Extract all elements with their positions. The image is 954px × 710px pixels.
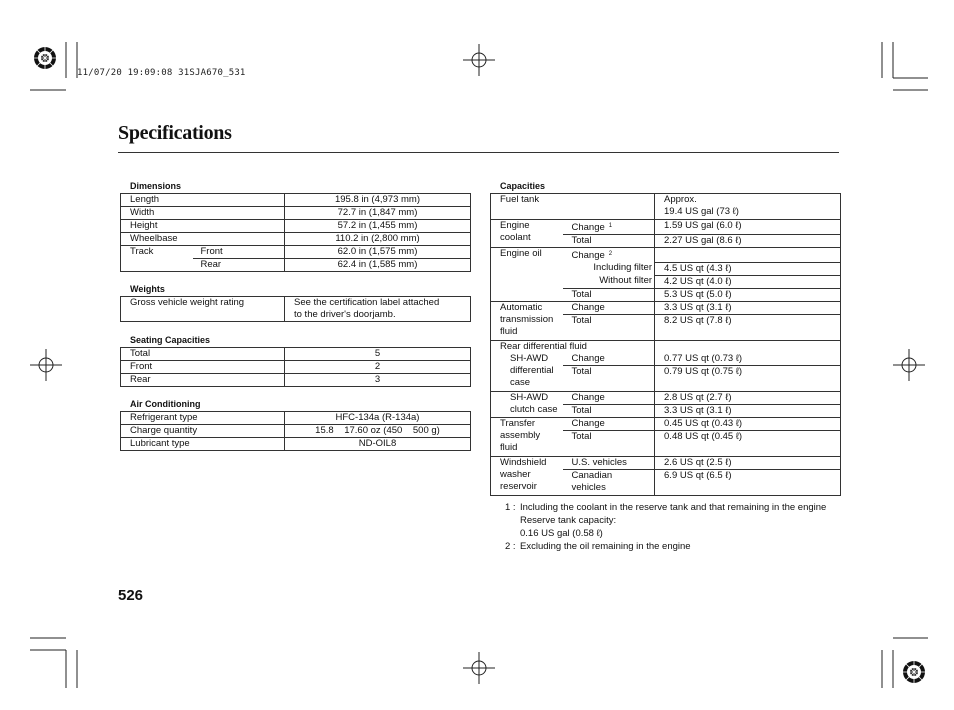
table-row xyxy=(491,353,841,366)
page-number: 526 xyxy=(118,587,144,604)
seating-front-value: 2 xyxy=(285,361,471,374)
fuel-tank-value-line: Approx. xyxy=(664,194,697,205)
capacities-title: Capacities xyxy=(500,181,546,191)
washer-label-line: reservoir xyxy=(500,480,537,492)
clutch-total-value: 3.3 US qt (3.1 ℓ) xyxy=(655,404,841,417)
washer-label-line: Windshield xyxy=(500,456,547,468)
length-value: 195.8 in (4,973 mm) xyxy=(285,194,471,207)
seating-front-label: Front xyxy=(121,361,285,374)
oil-total-value: 5.3 US qt (5.0 ℓ) xyxy=(655,288,841,301)
seating-total-value: 5 xyxy=(285,348,471,361)
washer-ca-label-line: vehicles xyxy=(571,481,606,493)
refrigerant-label: Refrigerant type xyxy=(121,412,285,425)
shawd-clutch-label-line: SH-AWD xyxy=(510,391,549,403)
atf-label-line: Automatic xyxy=(500,301,543,313)
clutch-total-label: Total xyxy=(563,404,655,417)
charge-label: Charge quantity xyxy=(121,425,285,438)
shawd-diff-label-line: differential xyxy=(510,364,554,376)
table-row xyxy=(121,361,471,374)
shawd-clutch-label xyxy=(491,391,563,417)
washer-label-line: washer xyxy=(500,468,531,480)
engine-coolant-label-line: Engine xyxy=(500,220,530,231)
gvwr-value-line: to the driver's doorjamb. xyxy=(294,309,396,320)
height-value: 57.2 in (1,455 mm) xyxy=(285,220,471,233)
washer-ca-label-line: Canadian xyxy=(571,469,613,481)
charge-value: 15.8 17.60 oz (450 500 g) xyxy=(285,425,471,438)
gvwr-label: Gross vehicle weight rating xyxy=(121,297,285,322)
transfer-label-line: assembly xyxy=(500,429,541,441)
footnotes xyxy=(505,501,839,553)
coolant-change-text: Change xyxy=(571,222,605,233)
track-label: Track xyxy=(121,246,193,272)
transfer-label-line: fluid xyxy=(500,441,518,453)
length-label: Length xyxy=(121,194,285,207)
washer-us-value: 2.6 US qt (2.5 ℓ) xyxy=(655,456,841,469)
wheelbase-label: Wheelbase xyxy=(121,233,285,246)
shawd-diff-label-line: SH-AWD xyxy=(510,352,549,364)
diff-total-value: 0.79 US qt (0.75 ℓ) xyxy=(655,365,841,391)
table-row xyxy=(121,233,471,246)
table-row xyxy=(121,194,471,207)
engine-oil-label: Engine oil xyxy=(491,248,563,302)
footnote-number: 1 : xyxy=(505,502,516,513)
transfer-total-value: 0.48 US qt (0.45 ℓ) xyxy=(655,430,841,456)
diff-total-label: Total xyxy=(563,365,655,391)
rear-diff-label: Rear differential fluid xyxy=(491,340,655,353)
oil-excl-filter-value: 4.2 US qt (4.0 ℓ) xyxy=(655,275,841,288)
table-row xyxy=(121,220,471,233)
title-rule xyxy=(118,152,839,153)
track-front-value: 62.0 in (1,575 mm) xyxy=(285,246,471,259)
footnote-2 xyxy=(505,540,839,553)
table-row xyxy=(121,207,471,220)
engine-coolant-label-line: coolant xyxy=(500,232,531,243)
engine-coolant-label xyxy=(491,220,563,248)
table-row xyxy=(491,248,841,263)
footnote-line: Including the coolant in the reserve tank and that remaining in the engine xyxy=(520,502,827,513)
table-row xyxy=(121,425,471,438)
table-row xyxy=(491,301,841,314)
atf-total-label: Total xyxy=(563,314,655,340)
track-rear-label: Rear xyxy=(193,259,285,272)
seating-table xyxy=(120,347,471,387)
diff-change-value: 0.77 US qt (0.73 ℓ) xyxy=(655,353,841,366)
footnote-ref: 2 xyxy=(608,251,613,257)
transfer-label-line: Transfer xyxy=(500,417,536,429)
table-row xyxy=(121,297,471,322)
page-title: Specifications xyxy=(118,122,232,144)
seating-total-label: Total xyxy=(121,348,285,361)
print-timestamp: 11/07/20 19:09:08 31SJA670_531 xyxy=(77,68,246,78)
table-row xyxy=(121,374,471,387)
fuel-tank-value-line: 19.4 US gal (73 ℓ) xyxy=(664,206,739,217)
ac-table xyxy=(120,411,471,451)
refrigerant-value: HFC-134a (R-134a) xyxy=(285,412,471,425)
width-label: Width xyxy=(121,207,285,220)
weights-title: Weights xyxy=(130,284,165,294)
oil-change-label xyxy=(563,248,655,263)
footnote-1 xyxy=(505,501,839,540)
oil-total-label: Total xyxy=(563,288,655,301)
width-value: 72.7 in (1,847 mm) xyxy=(285,207,471,220)
atf-label xyxy=(491,301,563,340)
table-row xyxy=(121,412,471,425)
table-row xyxy=(121,246,471,259)
clutch-change-value: 2.8 US qt (2.7 ℓ) xyxy=(655,391,841,404)
table-row xyxy=(491,340,841,353)
table-row xyxy=(121,348,471,361)
washer-label xyxy=(491,456,563,495)
capacities-table xyxy=(490,193,841,496)
coolant-change-value: 1.59 US gal (6.0 ℓ) xyxy=(655,220,841,235)
clutch-change-label: Change xyxy=(563,391,655,404)
seating-rear-value: 3 xyxy=(285,374,471,387)
footnote-text: Excluding the oil remaining in the engine xyxy=(520,541,691,552)
oil-incl-filter-value: 4.5 US qt (4.3 ℓ) xyxy=(655,262,841,275)
table-row xyxy=(491,194,841,220)
footnote-text xyxy=(520,501,839,540)
washer-ca-label xyxy=(563,469,655,495)
lubricant-label: Lubricant type xyxy=(121,438,285,451)
oil-change-blank xyxy=(655,248,841,263)
footnote-line: Reserve tank capacity: xyxy=(520,515,617,526)
coolant-change-label xyxy=(563,220,655,235)
seating-rear-label: Rear xyxy=(121,374,285,387)
oil-change-text: Change xyxy=(571,250,605,261)
lubricant-value: ND-OIL8 xyxy=(285,438,471,451)
washer-us-label: U.S. vehicles xyxy=(563,456,655,469)
coolant-total-label: Total xyxy=(563,235,655,248)
track-front-label: Front xyxy=(193,246,285,259)
table-row xyxy=(491,456,841,469)
atf-total-value: 8.2 US qt (7.8 ℓ) xyxy=(655,314,841,340)
table-row xyxy=(121,438,471,451)
atf-label-line: fluid xyxy=(500,325,518,337)
washer-ca-value: 6.9 US qt (6.5 ℓ) xyxy=(655,469,841,495)
table-row xyxy=(491,220,841,235)
transfer-change-value: 0.45 US qt (0.43 ℓ) xyxy=(655,417,841,430)
oil-incl-filter-label: Including filter xyxy=(563,262,655,275)
shawd-diff-label xyxy=(491,353,563,392)
fuel-tank-label: Fuel tank xyxy=(491,194,655,220)
dimensions-table xyxy=(120,193,471,272)
diff-change-label: Change xyxy=(563,353,655,366)
gvwr-value-line: See the certification label attached xyxy=(294,297,440,308)
height-label: Height xyxy=(121,220,285,233)
atf-change-label: Change xyxy=(563,301,655,314)
weights-table xyxy=(120,296,471,322)
ac-title: Air Conditioning xyxy=(130,399,201,409)
wheelbase-value: 110.2 in (2,800 mm) xyxy=(285,233,471,246)
seating-title: Seating Capacities xyxy=(130,335,211,345)
footnote-ref: 1 xyxy=(608,223,613,229)
gvwr-value xyxy=(285,297,471,322)
coolant-total-value: 2.27 US gal (8.6 ℓ) xyxy=(655,235,841,248)
table-row xyxy=(491,391,841,404)
table-row xyxy=(491,417,841,430)
transfer-total-label: Total xyxy=(563,430,655,456)
transfer-label xyxy=(491,417,563,456)
shawd-diff-label-line: case xyxy=(510,376,531,388)
track-rear-value: 62.4 in (1,585 mm) xyxy=(285,259,471,272)
transfer-change-label: Change xyxy=(563,417,655,430)
rear-diff-blank xyxy=(655,340,841,353)
footnote-number: 2 : xyxy=(505,541,516,552)
dimensions-title: Dimensions xyxy=(130,181,182,191)
atf-label-line: transmission xyxy=(500,313,554,325)
shawd-clutch-label-line: clutch case xyxy=(510,403,558,415)
fuel-tank-value xyxy=(655,194,841,220)
atf-change-value: 3.3 US qt (3.1 ℓ) xyxy=(655,301,841,314)
oil-excl-filter-label: Without filter xyxy=(563,275,655,288)
footnote-line: 0.16 US gal (0.58 ℓ) xyxy=(520,528,603,539)
